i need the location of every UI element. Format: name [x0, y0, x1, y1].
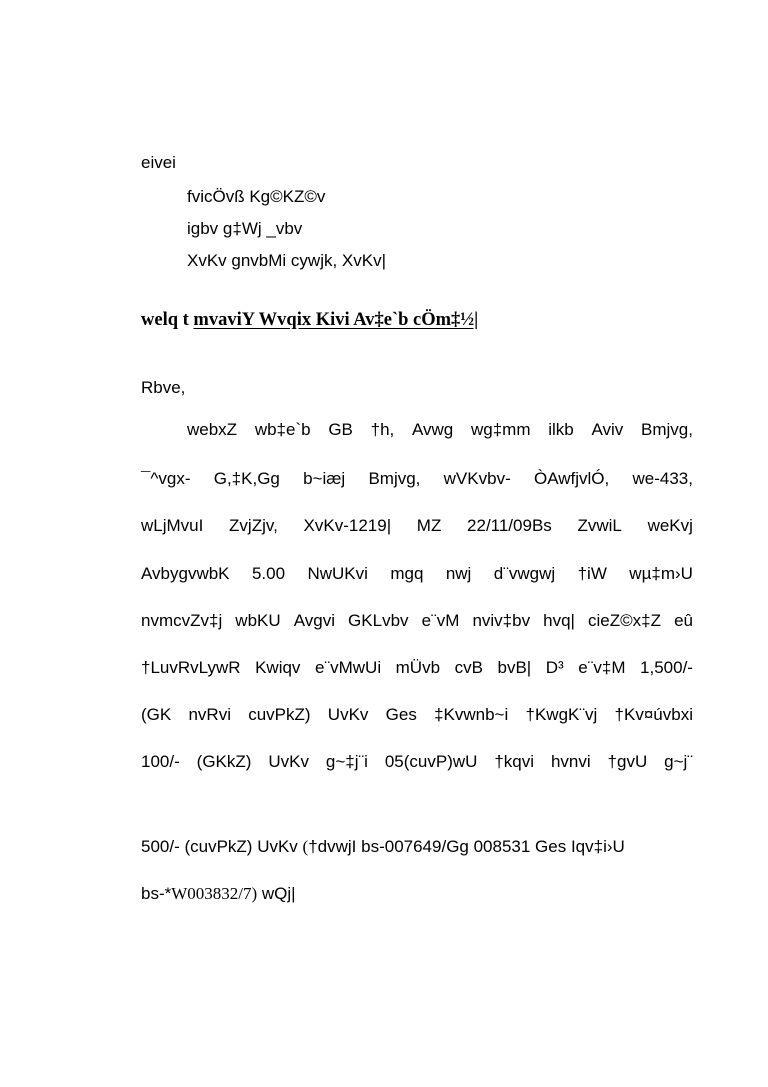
body-line-4: [141, 564, 693, 584]
body-line-9: [141, 837, 693, 857]
body-word: XvKv-1219|: [303, 516, 392, 535]
address-line-designation: fvicÖvß Kg©KZ©v: [187, 187, 326, 206]
body-word: †KwgK¨vj: [525, 705, 598, 724]
body-word: we-433,: [632, 469, 693, 488]
body-word: Ges: [385, 705, 417, 724]
body-word: ÒAwfjvlÓ,: [533, 469, 610, 488]
body-word: Avwg: [411, 420, 454, 439]
body-word: (GK: [141, 705, 172, 724]
body-line-7: [141, 705, 693, 725]
body-word: g~‡j¨i: [325, 752, 368, 771]
body-line-8: [141, 752, 693, 772]
body-word: †Kv¤úvbxi: [614, 705, 693, 724]
body-line-10-serif: W003832/7): [171, 884, 258, 903]
body-word: ¯^vgx-: [141, 469, 191, 488]
body-word: cuvPkZ): [248, 705, 311, 724]
body-word: Bmjvg,: [368, 469, 421, 488]
body-word: wbKU: [235, 611, 281, 630]
address-line-station: igbv g‡Wj _vbv: [187, 219, 303, 238]
body-word: Bmjvg,: [641, 420, 693, 439]
body-word: GB: [328, 420, 353, 439]
body-word: hvq|: [543, 611, 575, 630]
address-line-city: XvKv gnvbMi cywjk, XvKv|: [187, 251, 387, 270]
body-word: (GKkZ): [196, 752, 252, 771]
body-word: 22/11/09Bs: [467, 516, 552, 535]
body-word: b~iæj: [303, 469, 346, 488]
body-line-10-start: bs-*: [141, 884, 172, 903]
body-word: †kqvi: [494, 752, 535, 771]
body-word: e¨vMwUi: [314, 658, 382, 677]
subject-text: mvaviY Wvqix Kivi Av‡e`b cÖm‡½|: [193, 310, 479, 330]
addressee: eivei: [141, 153, 176, 172]
body-word: nvmcvZv‡j: [141, 611, 223, 630]
body-word: UvKv: [327, 705, 369, 724]
body-word: webxZ: [187, 420, 238, 439]
body-line-3: [141, 516, 693, 536]
body-line-1: [187, 420, 693, 440]
body-word: nvRvi: [188, 705, 231, 724]
body-word: wLjMvuI: [141, 516, 204, 535]
body-word: †h,: [370, 420, 395, 439]
body-word: †LuvRvLywR: [141, 658, 241, 677]
body-line-10: [141, 884, 693, 904]
body-word: nwj: [445, 564, 472, 583]
body-word: †gvU: [607, 752, 648, 771]
body-word: Kwiqv: [255, 658, 301, 677]
body-line-9-end: †dvwjI bs-007649/Gg 008531 Ges Iqv‡i›U: [308, 837, 625, 856]
body-word: wVKvbv-: [443, 469, 511, 488]
body-word: e¨v‡M: [578, 658, 626, 677]
body-word: UvKv: [268, 752, 309, 771]
body-word: Aviv: [591, 420, 624, 439]
body-word: bvB|: [497, 658, 532, 677]
body-word: weKvj: [647, 516, 693, 535]
body-word: cieZ©x‡Z: [588, 611, 662, 630]
body-word: AvbygvwbK: [141, 564, 230, 583]
salutation: Rbve,: [141, 378, 186, 397]
body-word: mÜvb: [395, 658, 441, 677]
body-word: ilkb: [548, 420, 574, 439]
body-word: †iW: [577, 564, 607, 583]
body-word: NwUKvi: [307, 564, 368, 583]
body-word: e¨vM: [421, 611, 460, 630]
body-word: nviv‡bv: [472, 611, 531, 630]
body-line-2: [141, 469, 693, 489]
body-word: hvnvi: [550, 752, 591, 771]
body-word: 100/-: [141, 752, 180, 771]
body-line-10-end: wQj|: [257, 884, 296, 903]
body-line-9-paren: (: [302, 837, 309, 856]
body-word: D³: [545, 658, 564, 677]
body-word: GKLvbv: [348, 611, 409, 630]
body-word: cvB: [454, 658, 483, 677]
body-word: wµ‡m›U: [629, 564, 693, 583]
body-word: ‡Kvwnb~i: [434, 705, 509, 724]
body-word: ZvwiL: [577, 516, 622, 535]
body-line-6: [141, 658, 693, 678]
subject-line: [141, 309, 478, 331]
body-word: wg‡mm: [470, 420, 531, 439]
body-word: 1,500/-: [640, 658, 693, 677]
body-line-5: [141, 611, 693, 631]
body-word: wb‡e`b: [254, 420, 311, 439]
body-word: G,‡K,Gg: [213, 469, 280, 488]
body-word: 5.00: [251, 564, 286, 583]
body-word: 05(cuvP)wU: [384, 752, 478, 771]
subject-prefix: welq t: [141, 310, 189, 330]
body-word: g~j¨: [664, 752, 693, 771]
body-word: eû: [674, 611, 693, 630]
body-word: d¨vwgwj: [493, 564, 556, 583]
body-word: Avgvi: [293, 611, 335, 630]
body-word: MZ: [416, 516, 442, 535]
body-word: ZvjZjv,: [229, 516, 278, 535]
body-word: mgq: [390, 564, 424, 583]
body-line-9-start: 500/- (cuvPkZ) UvKv: [141, 837, 303, 856]
